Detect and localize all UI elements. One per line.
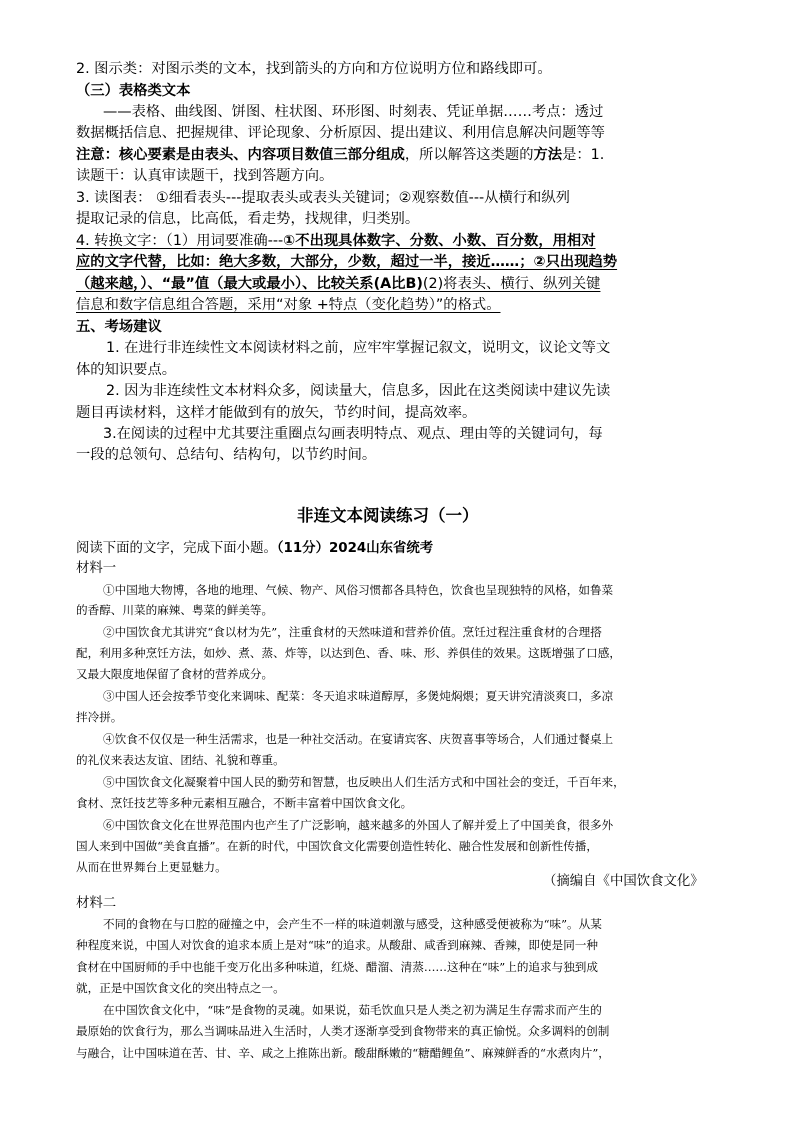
- material-label: 材料一: [76, 561, 117, 576]
- question-intro: [76, 538, 433, 559]
- text-line: 题目再读材料，这样才能做到有的放矢，节约时间，提高效率。: [76, 405, 477, 421]
- text-span: ——表格、曲线图、饼图、柱状图、环形图、时刻表、凭证单据……考点：透过: [103, 104, 604, 120]
- emphasis-text: ①不出现具体数字、分数、小数、百分数，用相对: [283, 233, 596, 249]
- emphasis-text: （11分）2024山东省统考: [276, 541, 434, 556]
- text-line: 配，利用多种烹饪方法，如炒、煮、蒸、炸等，以达到色、香、味、形、养俱佳的效果。这既增强了口感，: [76, 646, 621, 660]
- text-line: 就，正是中国饮食文化的突出特点之一。: [76, 981, 285, 995]
- text-line: 3. 读图表： ①细看表头---提取表头或表头关键词；②观察数值---从横行和纵列: [76, 190, 570, 206]
- emphasis-text: （越来越，）: [76, 276, 148, 292]
- text-line: 食材在中国厨师的手中也能千变万化出多种味道，红烧、醋溜、清蒸……这种在“味”上的追求与独到成: [76, 960, 598, 974]
- text-span: 是：1.: [562, 147, 605, 163]
- text-line: ⑥中国饮食文化在世界范围内也产生了广泛影响，越来越多的外国人了解并爱上了中国美食，很多外: [103, 818, 614, 832]
- text-line: 食材、烹饪技艺等多种元素相互融合，不断丰富着中国饮食文化。: [76, 796, 413, 810]
- text-line: ①中国地大物博，各地的地理、气候、物产、风俗习惯都各具特色，饮食也呈现独特的风格，如鲁菜: [103, 583, 614, 597]
- text-line: [103, 101, 603, 123]
- text-line: 1. 在进行非连续性文本阅读材料之前，应牢牢掌握记叙文，说明文，议论文等文: [106, 340, 611, 356]
- emphasis-text: 、“最”值（最大或最小）、比较关系(A比B): [147, 276, 423, 292]
- text-line: 又最大限度地保留了食材的营养成分。: [76, 667, 274, 681]
- text-line: 最原始的饮食行为，那么当调味品进入生活时，人类才逐渐享受到食物带来的真正愉悦。众多调料的创制: [76, 1024, 610, 1038]
- text-line: 一段的总领句、总结句、结构句，以节约时间。: [76, 447, 377, 463]
- text-line: 与融合，让中国味道在苦、甘、辛、咸之上推陈出新。酸甜酥嫩的“糖醋鲤鱼”、麻辣鲜香的“水煮肉片”，: [76, 1046, 610, 1060]
- text-line: [76, 230, 596, 252]
- text-line: [76, 273, 600, 295]
- source-citation: （摘编自《中国饮食文化》: [543, 874, 704, 889]
- text-line: 体的知识要点。: [76, 362, 177, 378]
- text-line: 2. 图示类：对图示类的文本，找到箭头的方向和方位说明方位和路线即可。: [76, 61, 552, 77]
- text-line: 读题干：认真审读题干，找到答题方向。: [76, 168, 334, 184]
- text-line: 数据概括信息、把握规律、评论现象、分析原因、提出建议、利用信息解决问题等等: [76, 125, 605, 141]
- text-line: [76, 144, 604, 166]
- text-line: 2. 因为非连续性文本材料众多，阅读量大，信息多，因此在这类阅读中建议先读: [106, 383, 611, 399]
- text-line: 信息和数字信息组合答题，采用“对象 +特点（变化趋势）”的格式。: [76, 297, 501, 313]
- text-line: 在中国饮食文化中，“味”是食物的灵魂。如果说，茹毛饮血只是人类之初为满足生存需求而产生的: [103, 1003, 602, 1017]
- text-line: 国人来到中国做“美食直播”。在新的时代，中国饮食文化需要创造性转化、融合性发展和创新性传播，: [76, 839, 598, 853]
- section-heading: （三）表格类文本: [76, 83, 191, 99]
- emphasis-text: 方法: [533, 147, 563, 163]
- emphasis-text: 注意：核心要素是由表头、内容项目数值三部分组成: [76, 147, 405, 163]
- text-span: 阅读下面的文字，完成下面小题。: [76, 541, 277, 556]
- section-heading: 五、考场建议: [76, 319, 162, 335]
- text-line: 的礼仪来表达友谊、团结、礼貌和尊重。: [76, 753, 285, 767]
- text-line: 的香醇、川菜的麻辣、粤菜的鲜美等。: [76, 603, 274, 617]
- text-line: 3.在阅读的过程中尤其要注重圈点勾画表明特点、观点、理由等的关键词句，每: [103, 426, 603, 442]
- text-line: ③中国人还会按季节变化来调味、配菜：冬天追求味道醇厚，多煲炖焖煨；夏天讲究清淡爽口，多凉: [103, 689, 614, 703]
- text-line: ④饮食不仅仅是一种生活需求，也是一种社交活动。在宴请宾客、庆贺喜事等场合，人们通过餐桌上: [103, 732, 614, 746]
- text-span: 4. 转换文字：（1）用词要准确---: [76, 233, 284, 249]
- text-line: 拌冷拼。: [76, 710, 123, 724]
- text-line: 提取记录的信息，比高低，看走势，找规律，归类别。: [76, 211, 420, 227]
- text-span: ，所以解答这类题的: [404, 147, 534, 163]
- text-line: 应的文字代替，比如：绝大多数，大部分，少数，超过一半，接近……；②只出现趋势: [76, 254, 618, 270]
- text-line: 不同的食物在与口腔的碰撞之中，会产生不一样的味道刺激与感受，这种感受便被称为“味”。从某: [103, 917, 602, 931]
- text-line: 种程度来说，中国人对饮食的追求本质上是对“味”的追求。从酸甜、咸香到麻辣、香辣，即使是同一种: [76, 938, 598, 952]
- text-span: (2)将表头、横行、纵列关键: [422, 276, 601, 292]
- text-line: ⑤中国饮食文化凝聚着中国人民的勤劳和智慧，也反映出人们生活方式和中国社会的变迁，千百年来，: [103, 775, 625, 789]
- practice-title: 非连文本阅读练习（一）: [297, 506, 479, 525]
- text-line: 从而在世界舞台上更显魅力。: [76, 860, 227, 874]
- text-line: ②中国饮食尤其讲究“食以材为先”，注重食材的天然味道和营养价值。烹饪过程注重食材的合理搭: [103, 625, 602, 639]
- material-label: 材料二: [76, 896, 117, 911]
